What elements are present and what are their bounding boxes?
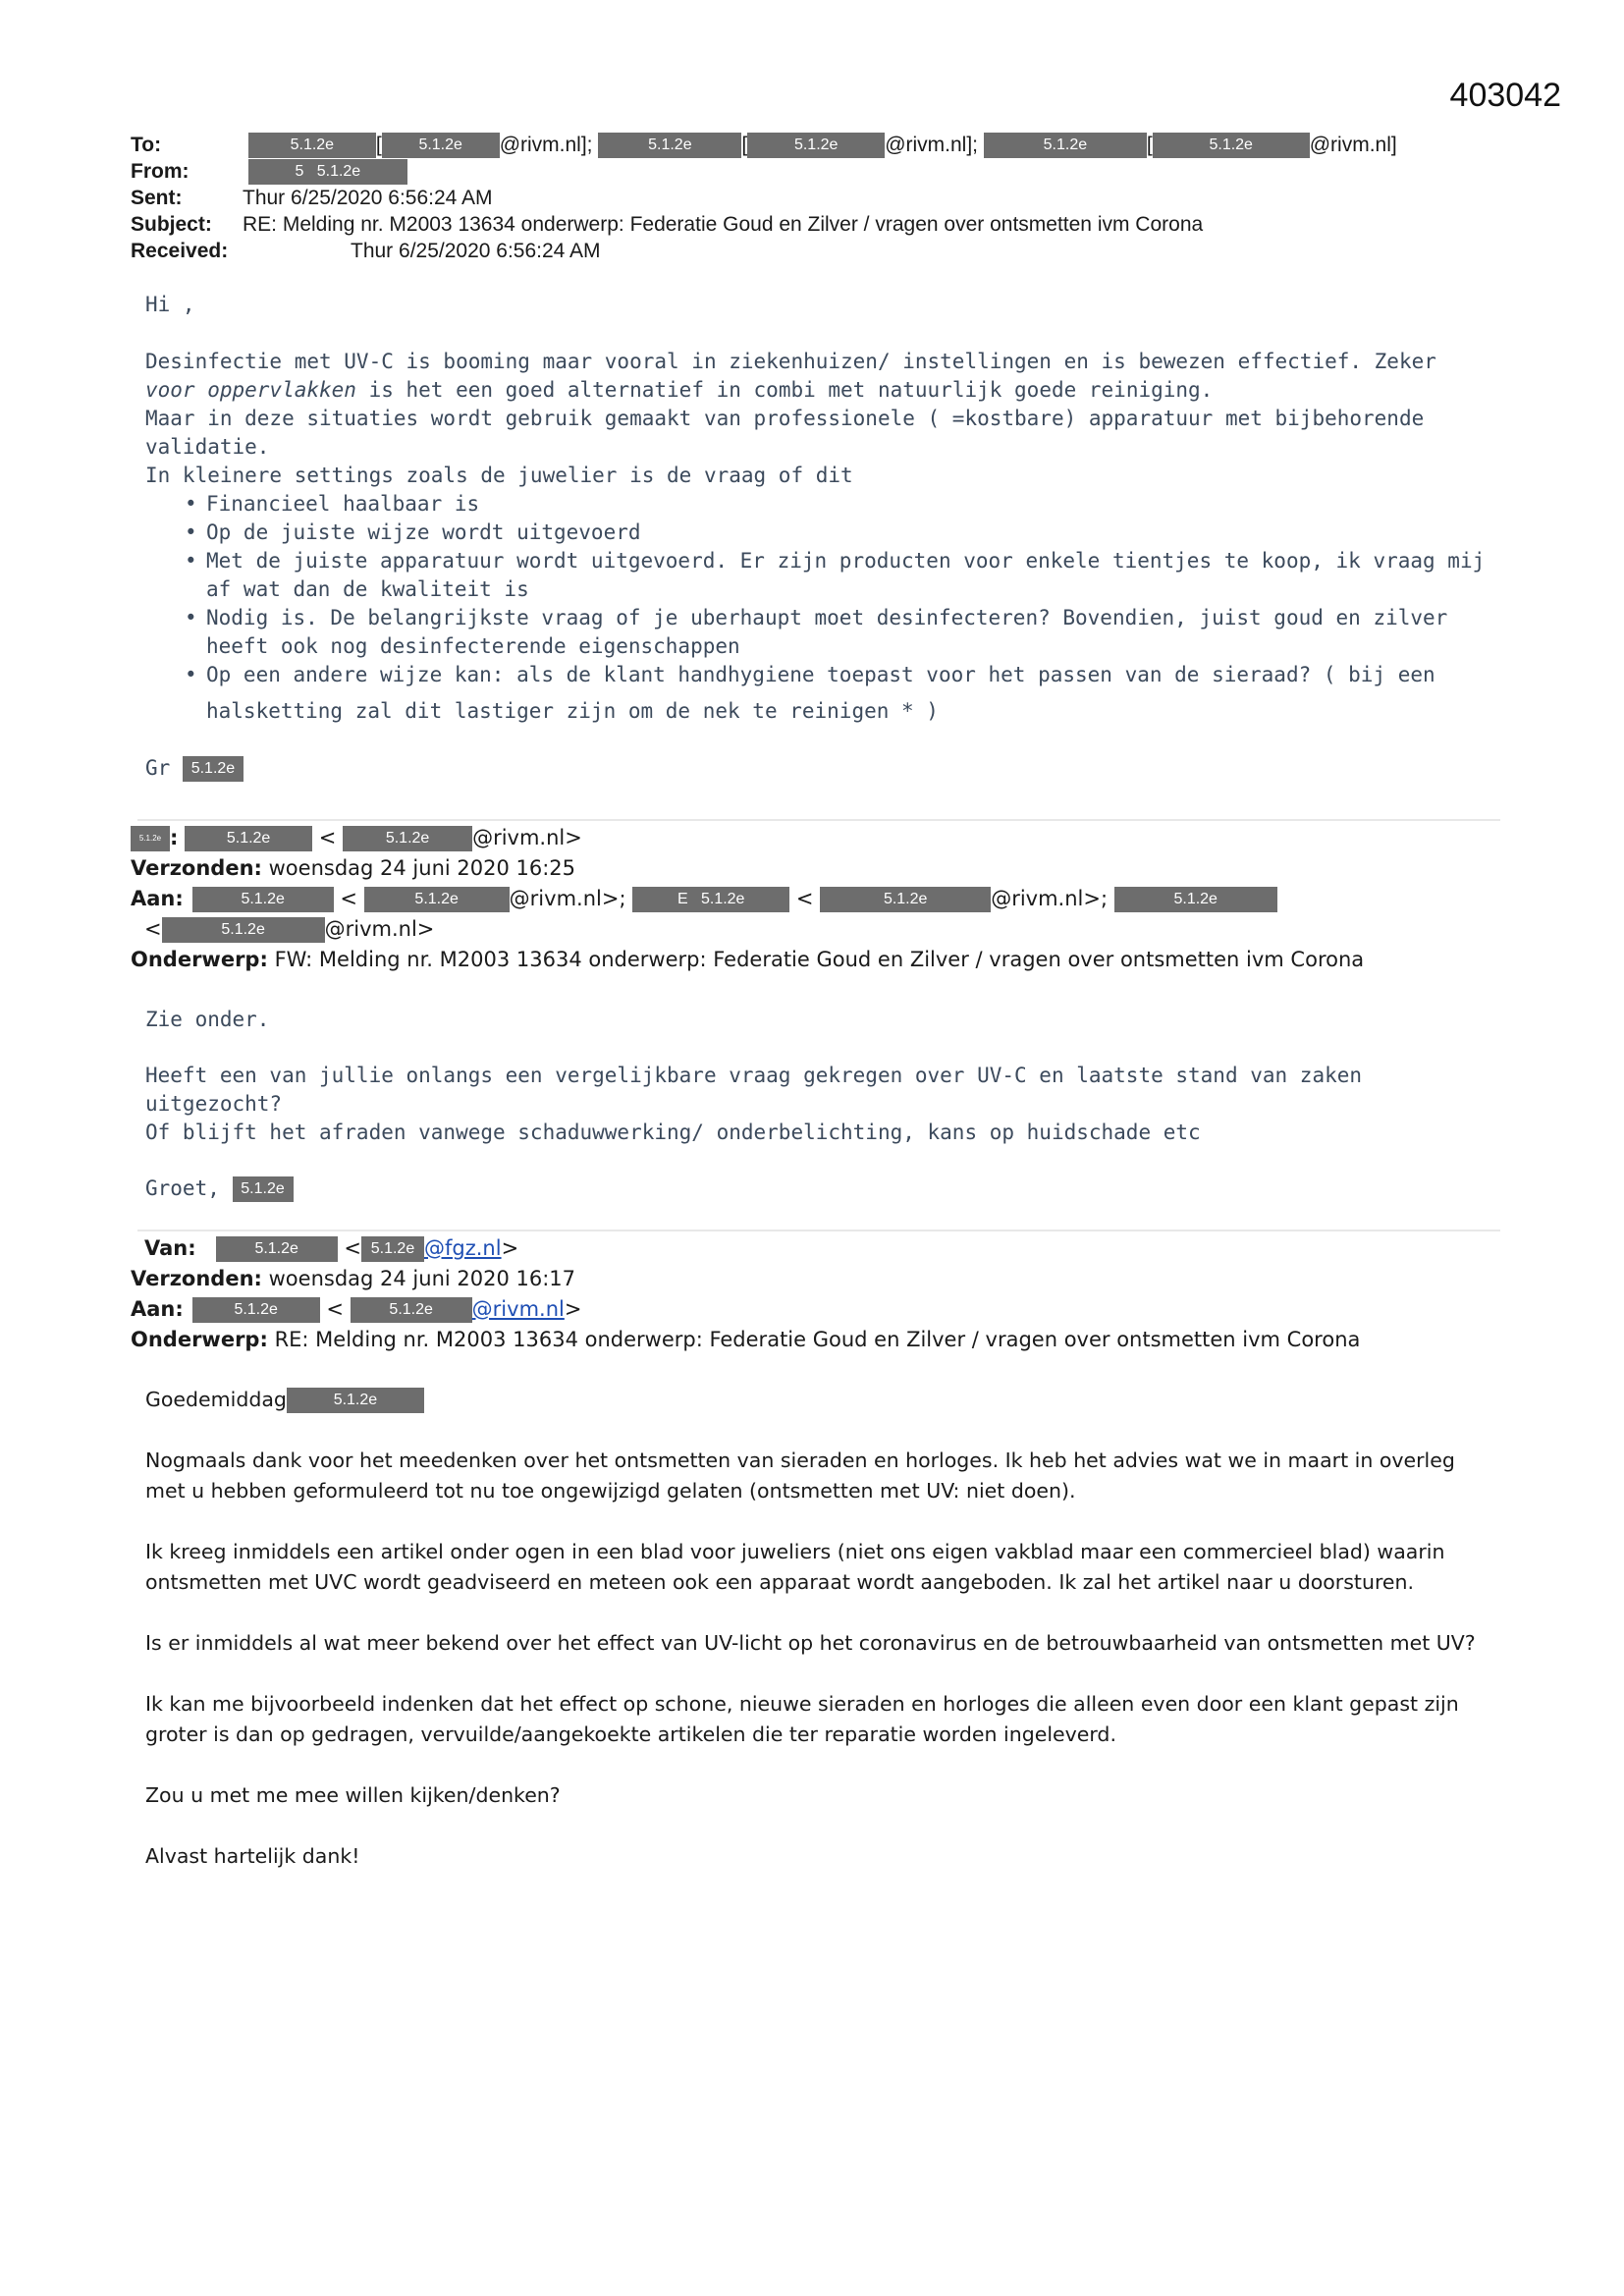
to-domain: @rivm.nl>; [991, 887, 1109, 910]
to-label: To: [131, 134, 162, 156]
redaction-box: 5.1.2e [984, 133, 1147, 158]
redaction-box: 5.1.2e [820, 887, 991, 912]
subject-label: Onderwerp: [131, 948, 268, 971]
redaction-prefix: 5 [295, 163, 304, 181]
greeting: Hi , [145, 293, 195, 316]
redaction-box: 5.1.2e [343, 826, 472, 851]
redaction-box: 5.1.2e [287, 1388, 424, 1413]
colon: : [170, 826, 179, 849]
redaction-code: 5.1.2e [700, 891, 745, 907]
lt: < [326, 1297, 344, 1321]
paragraph: In kleinere settings zoals de juwelier is de vraag of dit [145, 464, 853, 487]
subject-row [131, 945, 1364, 975]
to-domain: @rivm.nl]; [499, 134, 593, 156]
list-item: • Financieel haalbaar is [206, 490, 1490, 519]
paragraph: Of blijft het afraden vanwege schaduwwerking/ onderbelichting, kans op huidschade etc [145, 1121, 1201, 1144]
list-item: • Nodig is. De belangrijkste vraag of je uberhaupt moet desinfecteren? Bovendien, juist goud en zilver heeft ook nog desinfecterende eigenschappen [206, 604, 1490, 661]
redaction-box: 5.1.2e [131, 826, 170, 851]
sent-row [131, 853, 1364, 884]
italic-text: voor oppervlakken [145, 378, 356, 402]
sent-label: Verzonden: [131, 1267, 262, 1290]
from-row [131, 823, 1364, 853]
to-domain: @rivm.nl>; [509, 887, 626, 910]
paragraph [145, 348, 1490, 405]
redaction-box: 5.1.2e [351, 1297, 472, 1323]
signoff [145, 754, 1490, 783]
redaction-box: 5.1.2e [598, 133, 741, 158]
gt: > [501, 1236, 519, 1260]
redaction-box [632, 887, 789, 912]
to-row [131, 884, 1364, 914]
email-link[interactable]: @rivm.nl [471, 1297, 565, 1321]
email-header [131, 132, 1397, 264]
to-label: Aan: [131, 887, 184, 910]
lt: < [344, 1236, 361, 1260]
subject-value: RE: Melding nr. M2003 13634 onderwerp: Federatie Goud en Zilver / vragen over ontsmetten ivm Corona [243, 213, 1204, 236]
to-domain: @rivm.nl]; [885, 134, 979, 156]
lt: < [318, 826, 337, 849]
paragraph: Zou u met me mee willen kijken/denken? [145, 1783, 561, 1807]
gt: > [564, 1297, 582, 1321]
sent-label: Sent: [131, 187, 183, 209]
redaction-box: 5.1.2e [382, 133, 500, 158]
sent-row [131, 185, 1397, 211]
to-domain: @rivm.nl] [1309, 134, 1397, 156]
paragraph: Maar in deze situaties wordt gebruik gemaakt van professionele ( =kostbare) apparatuur met bijbehorende validatie. [145, 407, 1425, 459]
sent-label: Verzonden: [131, 856, 262, 880]
redaction-box [248, 159, 407, 185]
lt: < [795, 887, 814, 910]
paragraph: Nogmaals dank voor het meedenken over het ontsmetten van sieraden en horloges. Ik heb het advies wat we in maart in overleg met u hebben geformuleerd tot nu toe ongewijzigd gelaten (ontsmetten met UV: niet doen). [145, 1449, 1455, 1503]
from-label: From: [131, 160, 189, 183]
message-1-body [145, 291, 1490, 783]
divider [137, 1230, 1500, 1231]
to-row [131, 132, 1397, 158]
document-number: 403042 [1449, 77, 1561, 114]
email-link[interactable]: @fgz.nl [423, 1236, 502, 1260]
redaction-prefix: E [677, 891, 688, 907]
bullet-list [145, 490, 1490, 726]
sent-value: woensdag 24 juni 2020 16:25 [268, 856, 576, 880]
list-item: • Op een andere wijze kan: als de klant handhygiene toepast voor het passen van de sieraad? ( bij een [206, 661, 1490, 689]
from-row [131, 1233, 1360, 1264]
message-2-body [145, 1006, 1500, 1203]
from-label: Van: [144, 1236, 196, 1260]
redaction-box: 5.1.2e [1114, 887, 1277, 912]
sent-value: woensdag 24 juni 2020 16:17 [268, 1267, 576, 1290]
paragraph-text: Desinfectie met UV-C is booming maar vooral in ziekenhuizen/ instellingen en is bewezen effectief. Zeker [145, 350, 1436, 373]
redaction-box: 5.1.2e [233, 1176, 294, 1202]
redaction-box: 5.1.2e [162, 917, 325, 943]
redaction-box: 5.1.2e [192, 1297, 320, 1323]
divider [137, 819, 1500, 821]
list-item: • Met de juiste apparatuur wordt uitgevoerd. Er zijn producten voor enkele tientjes te koop, ik vraag mij af wat dan de kwaliteit is [206, 547, 1490, 604]
subject-label: Subject: [131, 213, 212, 236]
redaction-box: 5.1.2e [192, 887, 334, 912]
list-item: • Op de juiste wijze wordt uitgevoerd [206, 519, 1490, 547]
paragraph: Alvast hartelijk dank! [145, 1844, 360, 1868]
subject-value: RE: Melding nr. M2003 13634 onderwerp: Federatie Goud en Zilver / vragen over ontsmetten ivm Corona [274, 1328, 1361, 1351]
received-label: Received: [131, 240, 229, 262]
signoff [145, 1175, 1500, 1203]
paragraph: Ik kreeg inmiddels een artikel onder ogen in een blad voor juweliers (niet ons eigen vakblad maar een commercieel blad) waarin ontsmetten met UVC wordt geadviseerd en meteen ook een apparaat wordt aangeboden. Ik zal het artikel naar u doorsturen. [145, 1540, 1445, 1594]
redaction-box: 5.1.2e [183, 756, 244, 782]
subject-value: FW: Melding nr. M2003 13634 onderwerp: Federatie Goud en Zilver / vragen over ontsmetten ivm Corona [274, 948, 1365, 971]
bracket-text: [ [375, 134, 382, 156]
paragraph: Heeft een van jullie onlangs een vergelijkbare vraag gekregen over UV-C en laatste stand van zaken uitgezocht? [145, 1064, 1363, 1116]
received-value: Thur 6/25/2020 6:56:24 AM [351, 240, 601, 262]
bracket-text: [ [741, 134, 748, 156]
redaction-box: 5.1.2e [361, 1236, 424, 1262]
sent-value: Thur 6/25/2020 6:56:24 AM [243, 187, 493, 209]
redaction-box: 5.1.2e [747, 133, 885, 158]
redaction-box: 5.1.2e [1153, 133, 1310, 158]
received-row [131, 238, 1397, 264]
redaction-box: 5.1.2e [248, 133, 376, 158]
subject-row [131, 211, 1397, 238]
sent-row [131, 1264, 1360, 1294]
paragraph-text: is het een goed alternatief in combi met natuurlijk goede reiniging. [368, 378, 1214, 402]
greeting-text: Goedemiddag [145, 1388, 287, 1411]
paragraph: Ik kan me bijvoorbeeld indenken dat het effect op schone, nieuwe sieraden en horloges die alleen even door een klant gepast zijn groter is dan op gedragen, vervuilde/aangekoekte artikelen die ter reparatie worden ingeleverd. [145, 1692, 1459, 1746]
from-domain: @rivm.nl> [472, 826, 582, 849]
subject-row [131, 1325, 1360, 1355]
subject-label: Onderwerp: [131, 1328, 268, 1351]
lt: < [340, 887, 357, 910]
to-row-cont [131, 914, 1364, 945]
from-row [131, 158, 1397, 185]
redaction-code: 5.1.2e [316, 163, 361, 181]
lt: < [144, 917, 162, 941]
to-row [131, 1294, 1360, 1325]
signoff-text: Groet, [145, 1176, 220, 1200]
paragraph: Is er inmiddels al wat meer bekend over het effect van UV-licht op het coronavirus en de betrouwbaarheid van ontsmetten met UV? [145, 1631, 1476, 1655]
list-item-continuation: halsketting zal dit lastiger zijn om de nek te reinigen * ) [206, 699, 939, 723]
to-domain: @rivm.nl> [324, 917, 435, 941]
message-3-body [145, 1385, 1490, 1872]
to-label: Aan: [131, 1297, 184, 1321]
redaction-box: 5.1.2e [364, 887, 510, 912]
bracket-text: [ [1146, 134, 1153, 156]
redaction-box: 5.1.2e [216, 1236, 338, 1262]
message-3-header [131, 1233, 1360, 1355]
redaction-box: 5.1.2e [185, 826, 312, 851]
signoff-text: Gr [145, 756, 171, 780]
message-2-header [131, 823, 1364, 975]
greeting [145, 1385, 1490, 1415]
paragraph: Zie onder. [145, 1008, 270, 1031]
